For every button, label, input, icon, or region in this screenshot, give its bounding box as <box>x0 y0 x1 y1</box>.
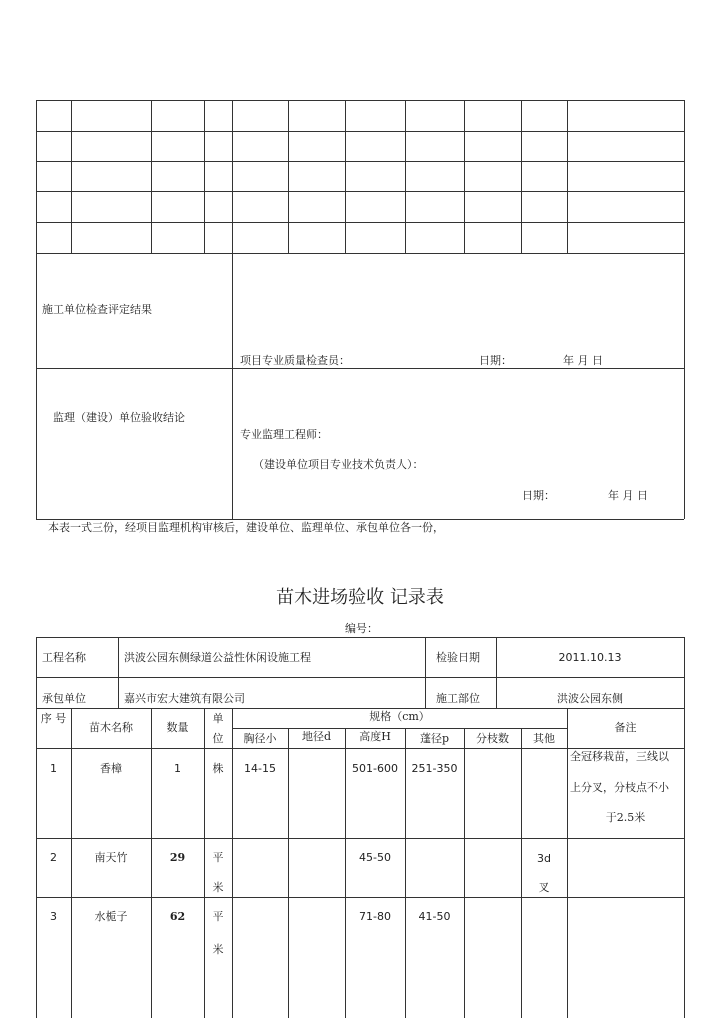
row-3-qty: 62 <box>169 910 186 923</box>
header-remark: 备注 <box>614 721 637 734</box>
row-3-unit-1: 平 <box>212 910 224 923</box>
row-1-name: 香樟 <box>100 762 122 775</box>
row-1-unit: 株 <box>212 762 224 775</box>
header-unit-1: 单 <box>212 712 224 725</box>
date-ymd-2: 年 月 日 <box>608 489 648 502</box>
header-seq: 序 号 <box>40 712 67 725</box>
header-branch: 分枝数 <box>476 732 509 745</box>
row-2-unit-1: 平 <box>212 851 224 864</box>
location-label: 施工部位 <box>436 692 480 705</box>
row-3-seq: 3 <box>50 910 57 923</box>
header-crown: 蓬径p <box>419 732 450 745</box>
row-1-remark-line-2: 上分叉，分枝点不小 <box>570 781 669 794</box>
row-1-seq: 1 <box>50 762 57 775</box>
row-2-qty: 29 <box>169 851 186 864</box>
row-1-crown: 251-350 <box>411 762 458 775</box>
inspection-date-label: 检验日期 <box>436 651 480 664</box>
date-label-1: 日期： <box>479 354 512 367</box>
header-qty: 数量 <box>166 721 189 734</box>
row-1-chest: 14-15 <box>244 762 276 775</box>
inspector-label: 项目专业质量检查员： <box>240 354 350 367</box>
header-other: 其他 <box>533 732 555 745</box>
row-1-remark-line-1: 全冠移栽苗，三线以 <box>570 750 669 763</box>
contractor-label: 承包单位 <box>42 692 86 705</box>
row-2-name: 南天竹 <box>94 851 128 864</box>
supervision-label: 监理（建设）单位验收结论 <box>53 411 185 424</box>
distribution-note: 本表一式三份，经项目监理机构审核后，建设单位、监理单位、承包单位各一份， <box>48 521 444 534</box>
row-2-unit-2: 米 <box>212 881 224 894</box>
project-name-label: 工程名称 <box>42 651 86 664</box>
owner-rep-label: （建设单位项目专业技术负责人）： <box>253 458 424 471</box>
date-ymd-1: 年 月 日 <box>563 354 603 367</box>
row-2-seq: 2 <box>50 851 57 864</box>
quality-result-label: 施工单位检查评定结果 <box>42 303 152 316</box>
row-1-height: 501-600 <box>352 762 398 775</box>
header-height: 高度H <box>359 730 391 743</box>
project-name-value: 洪波公园东侧绿道公益性休闲设施工程 <box>124 651 311 664</box>
date-label-2: 日期： <box>522 489 555 502</box>
row-3-height: 71-80 <box>359 910 391 923</box>
header-unit-2: 位 <box>212 732 224 745</box>
row-2-height: 45-50 <box>359 851 391 864</box>
document-title: 苗木进场验收 记录表 <box>276 587 444 608</box>
row-1-qty: 1 <box>174 762 181 775</box>
serial-number-label: 编号： <box>345 622 378 635</box>
contractor-value: 嘉兴市宏大建筑有限公司 <box>124 692 245 705</box>
row-1-remark-line-3: 于2.5米 <box>605 811 646 824</box>
inspection-date-value: 2011.10.13 <box>558 651 622 664</box>
row-2-other-1: 3d <box>537 852 551 865</box>
header-ground-diameter: 地径d <box>301 730 332 743</box>
header-name: 苗木名称 <box>89 721 133 734</box>
engineer-label: 专业监理工程师： <box>240 428 328 441</box>
row-2-other-2: 叉 <box>538 881 550 894</box>
row-3-crown: 41-50 <box>418 910 451 923</box>
header-chest-diameter: 胸径小 <box>243 732 277 745</box>
location-value: 洪波公园东侧 <box>557 692 623 705</box>
header-spec: 规格（cm） <box>369 710 430 723</box>
row-3-unit-2: 米 <box>212 943 224 956</box>
row-3-name: 水栀子 <box>94 910 128 923</box>
